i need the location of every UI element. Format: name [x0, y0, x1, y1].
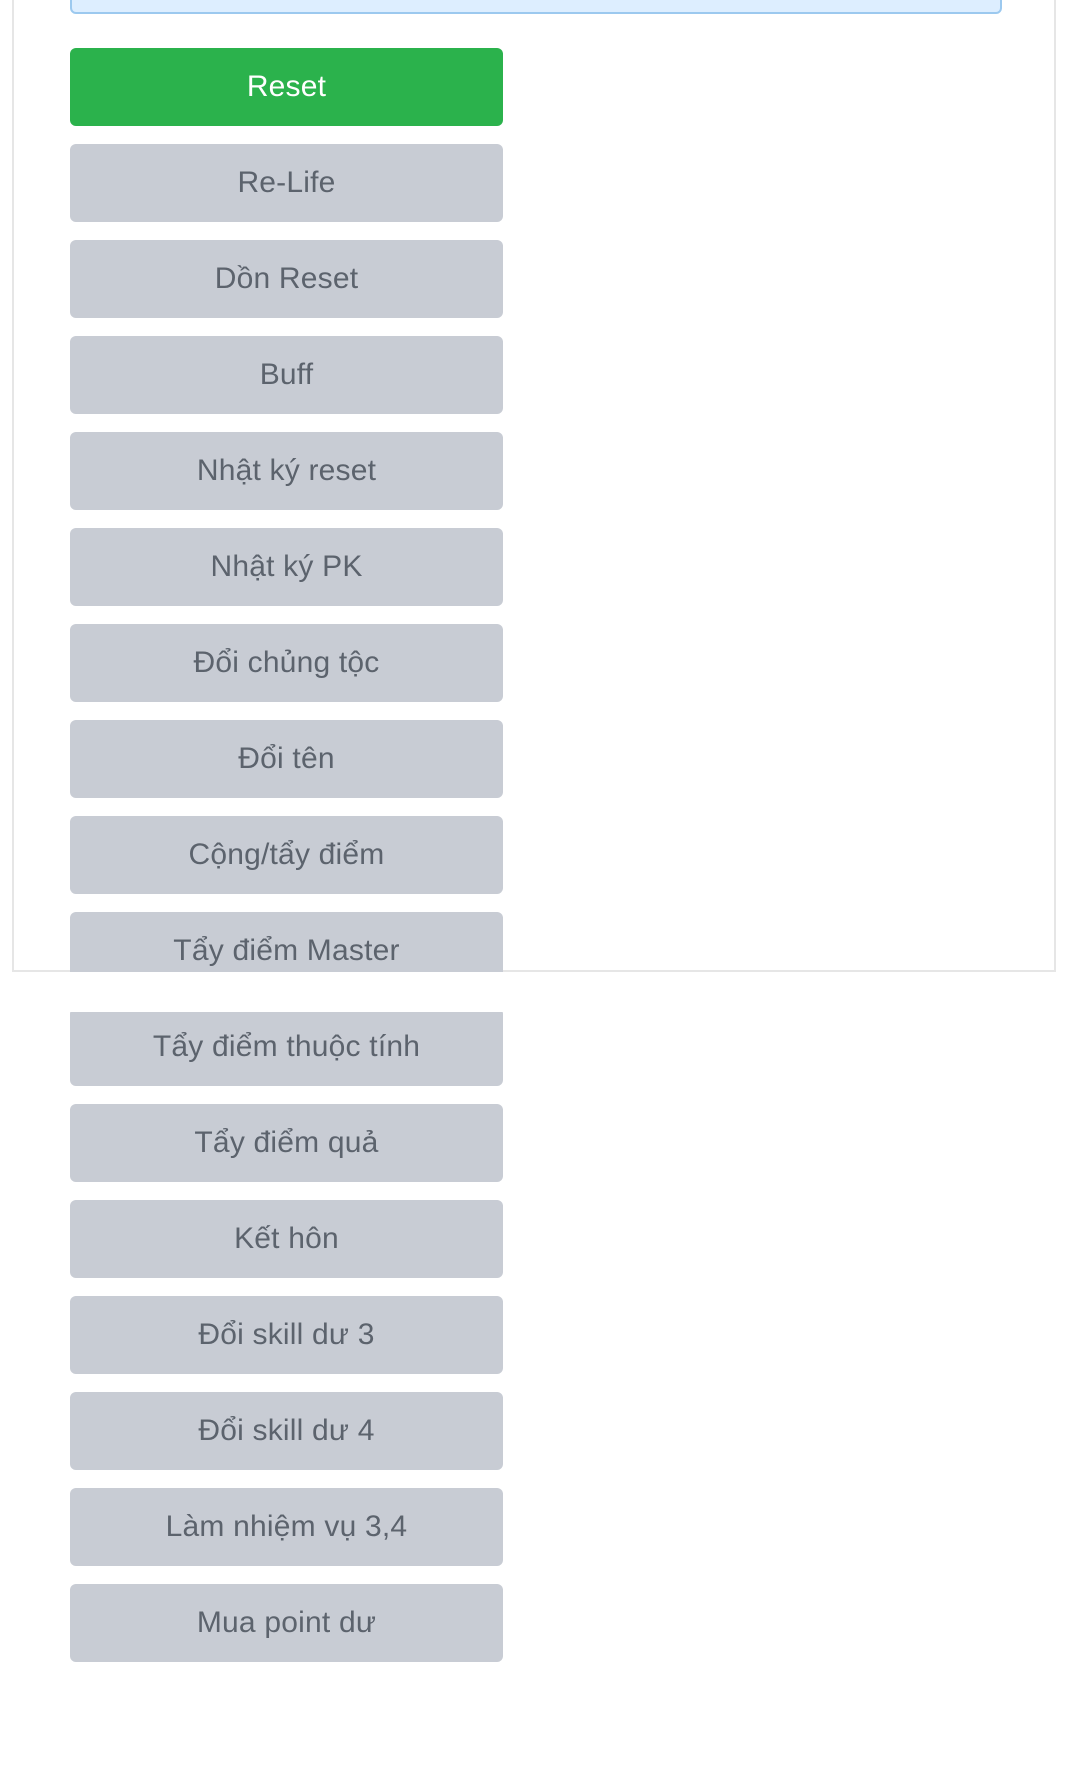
doi-ten-button[interactable]: Đổi tên	[70, 720, 503, 798]
cong-tay-diem-button[interactable]: Cộng/tẩy điểm	[70, 816, 503, 894]
page-bottom-gap	[0, 972, 1080, 1012]
tay-diem-master-button[interactable]: Tẩy điểm Master	[70, 912, 503, 990]
action-button-grid	[70, 48, 1002, 1776]
panel-card	[12, 0, 1056, 1639]
mua-point-du-button[interactable]: Mua point dư	[70, 1584, 503, 1662]
don-reset-button[interactable]: Dồn Reset	[70, 240, 503, 318]
nhat-ky-reset-button[interactable]: Nhật ký reset	[70, 432, 503, 510]
nhat-ky-pk-button[interactable]: Nhật ký PK	[70, 528, 503, 606]
buff-button[interactable]: Buff	[70, 336, 503, 414]
lam-nhiem-vu-34-button[interactable]: Làm nhiệm vụ 3,4	[70, 1488, 503, 1566]
tay-diem-qua-button[interactable]: Tẩy điểm quả	[70, 1104, 503, 1182]
tay-diem-thuoc-tinh-button[interactable]: Tẩy điểm thuộc tính	[70, 1008, 503, 1086]
doi-skill-du-4-button[interactable]: Đổi skill dư 4	[70, 1392, 503, 1470]
reset-button[interactable]: Reset	[70, 48, 503, 126]
doi-skill-du-3-button[interactable]: Đổi skill dư 3	[70, 1296, 503, 1374]
doi-chung-toc-button[interactable]: Đổi chủng tộc	[70, 624, 503, 702]
ket-hon-button[interactable]: Kết hôn	[70, 1200, 503, 1278]
re-life-button[interactable]: Re-Life	[70, 144, 503, 222]
text-input-partial[interactable]	[70, 0, 1002, 14]
